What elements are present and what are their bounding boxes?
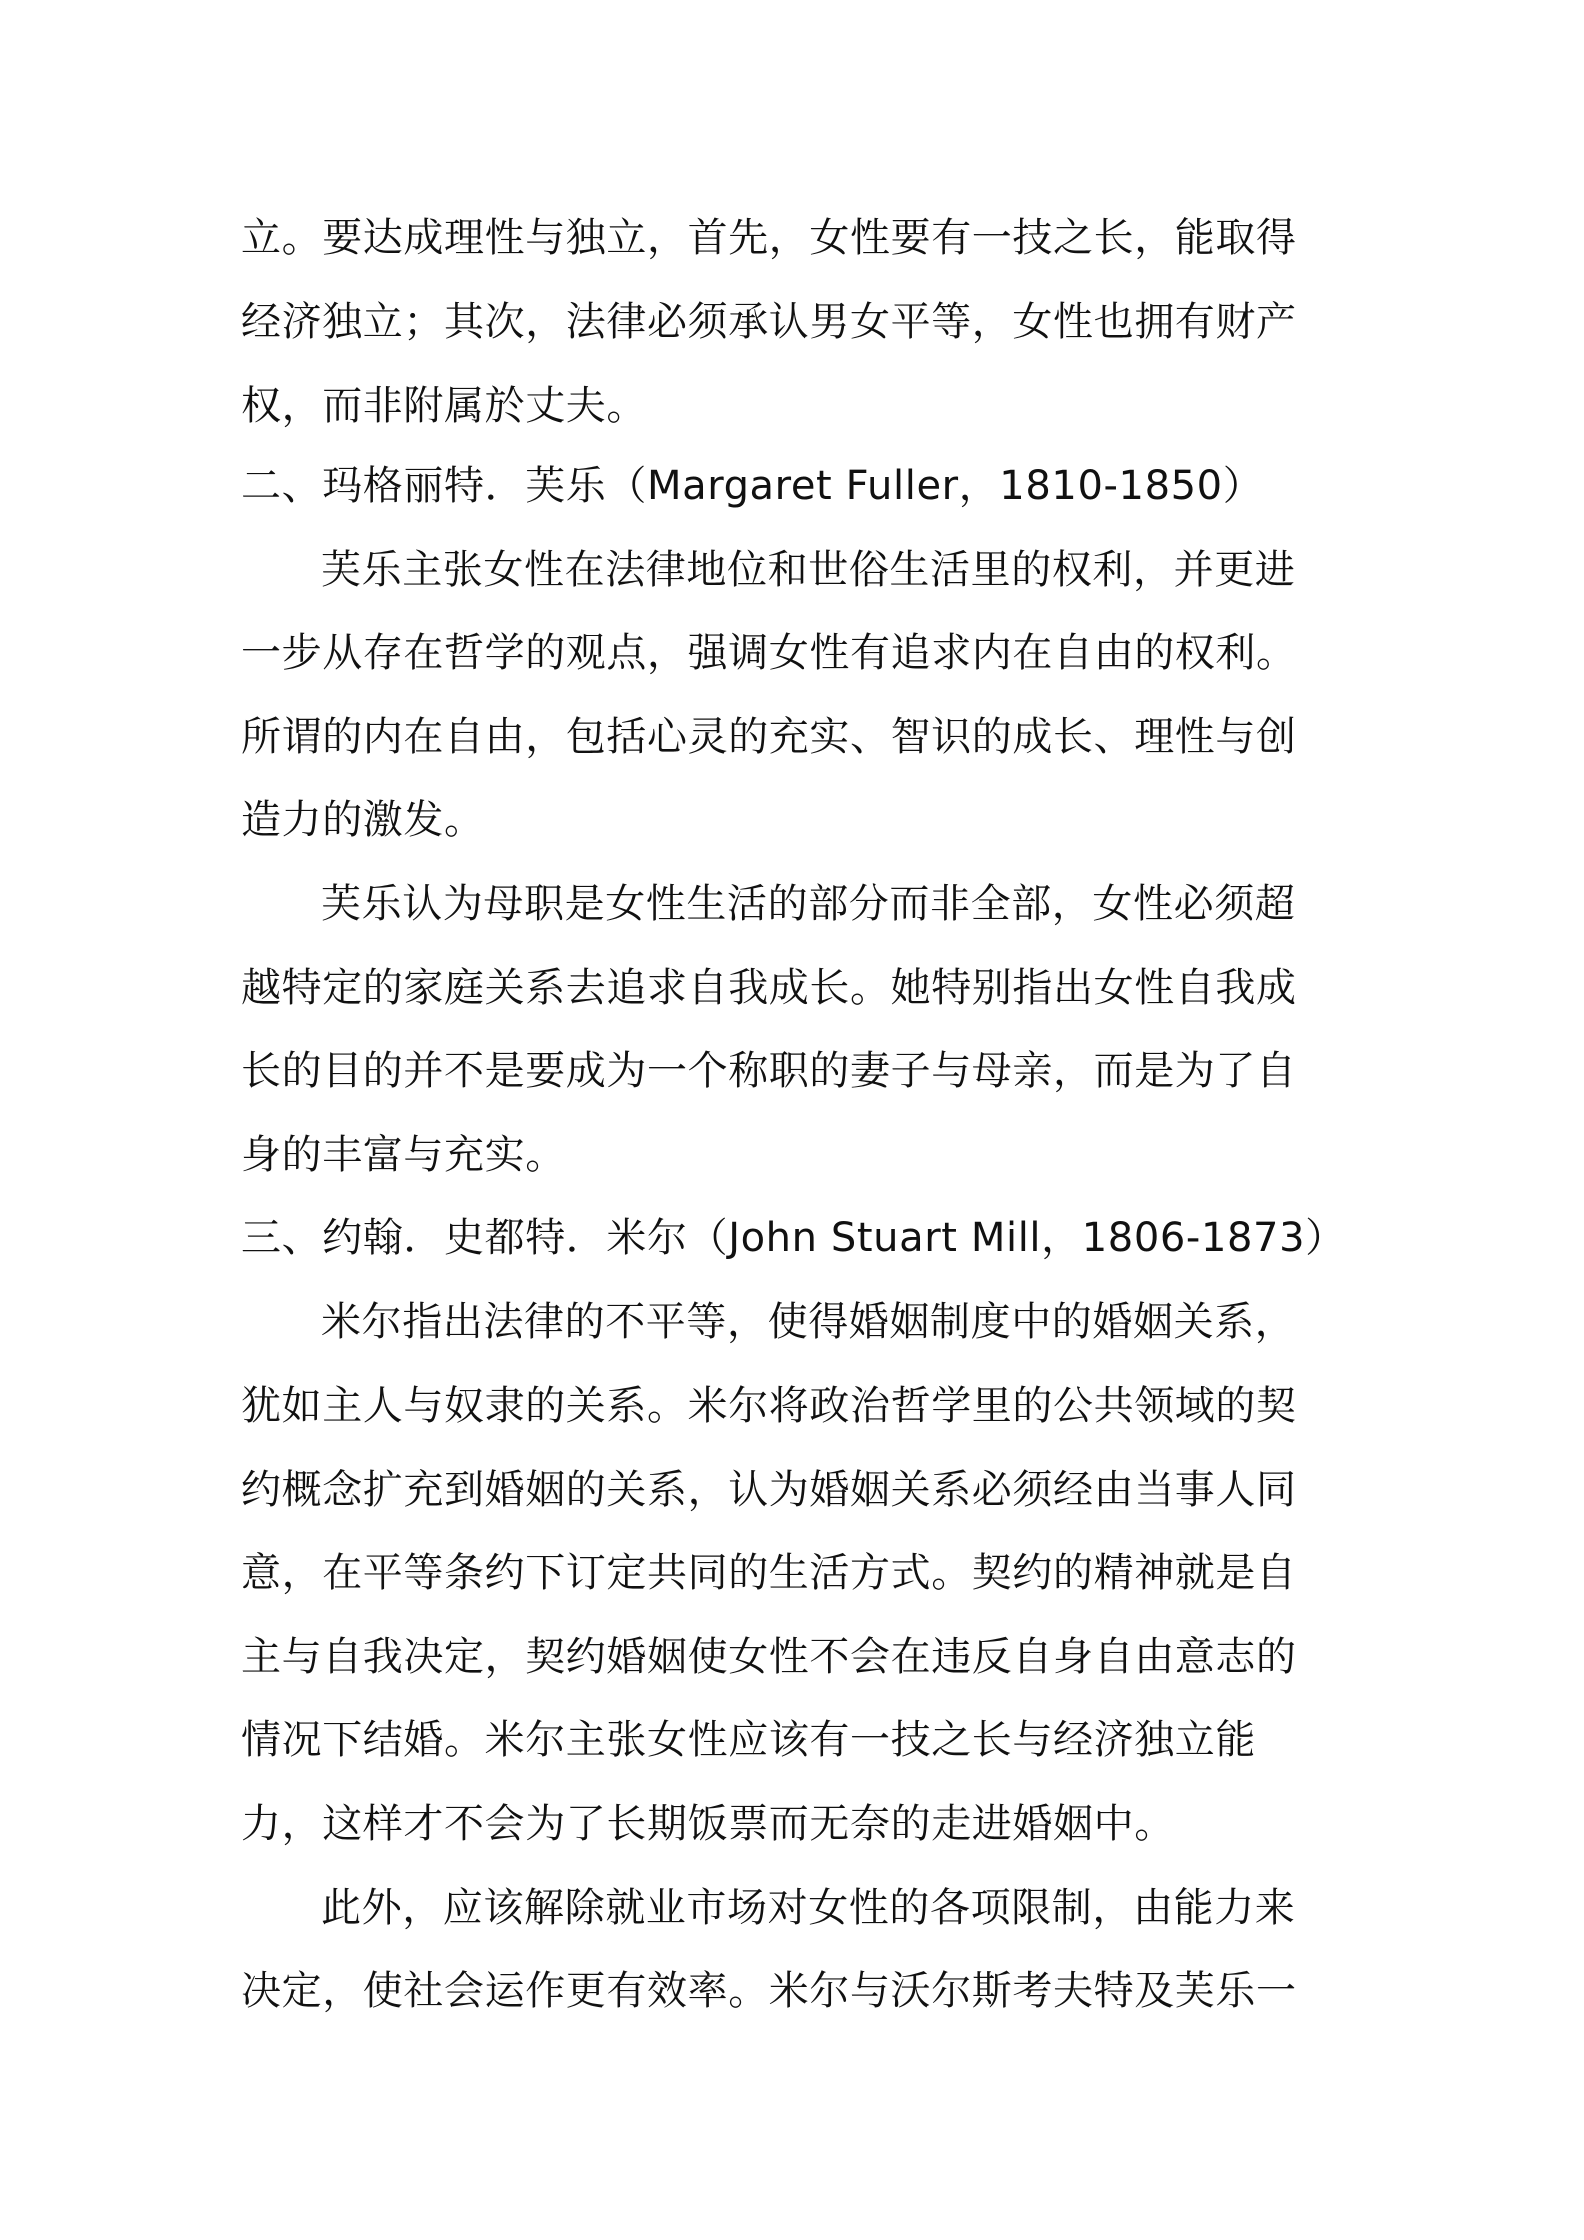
text-line: 越特定的家庭关系去追求自我成长。她特别指出女性自我成	[241, 965, 1297, 1011]
section-heading: 二、玛格丽特．芙乐（Margaret Fuller，1810-1850）	[241, 463, 1264, 509]
text-line: 权，而非附属於丈夫。	[241, 383, 647, 429]
text-line: 经济独立；其次，法律必须承认男女平等，女性也拥有财产	[241, 299, 1297, 345]
text-line: 决定，使社会运作更有效率。米尔与沃尔斯考夫特及芙乐一	[241, 1968, 1297, 2014]
text-line: 一步从存在哲学的观点，强调女性有追求内在自由的权利。	[241, 630, 1297, 676]
text-line: 约概念扩充到婚姻的关系，认为婚姻关系必须经由当事人同	[241, 1467, 1297, 1513]
text-line: 犹如主人与奴隶的关系。米尔将政治哲学里的公共领域的契	[241, 1383, 1297, 1429]
text-line: 身的丰富与充实。	[241, 1132, 566, 1178]
text-line: 米尔指出法律的不平等，使得婚姻制度中的婚姻关系，	[321, 1299, 1296, 1345]
text-line: 造力的激发。	[241, 797, 485, 843]
text-line: 主与自我决定，契约婚姻使女性不会在违反自身自由意志的	[241, 1634, 1297, 1680]
text-line: 芙乐主张女性在法律地位和世俗生活里的权利，并更进	[321, 547, 1296, 593]
text-line: 意，在平等条约下订定共同的生活方式。契约的精神就是自	[241, 1550, 1297, 1596]
text-line: 立。要达成理性与独立，首先，女性要有一技之长，能取得	[241, 215, 1297, 261]
section-heading: 三、约翰．史都特．米尔（John Stuart Mill，1806-1873）	[241, 1215, 1346, 1261]
text-line: 芙乐认为母职是女性生活的部分而非全部，女性必须超	[321, 881, 1296, 927]
text-line: 情况下结婚。米尔主张女性应该有一技之长与经济独立能	[241, 1717, 1256, 1763]
text-line: 所谓的内在自由，包括心灵的充实、智识的成长、理性与创	[241, 714, 1297, 760]
text-line: 长的目的并不是要成为一个称职的妻子与母亲，而是为了自	[241, 1048, 1297, 1094]
text-line: 此外，应该解除就业市场对女性的各项限制，由能力来	[321, 1885, 1296, 1931]
text-line: 力，这样才不会为了长期饭票而无奈的走进婚姻中。	[241, 1801, 1175, 1847]
